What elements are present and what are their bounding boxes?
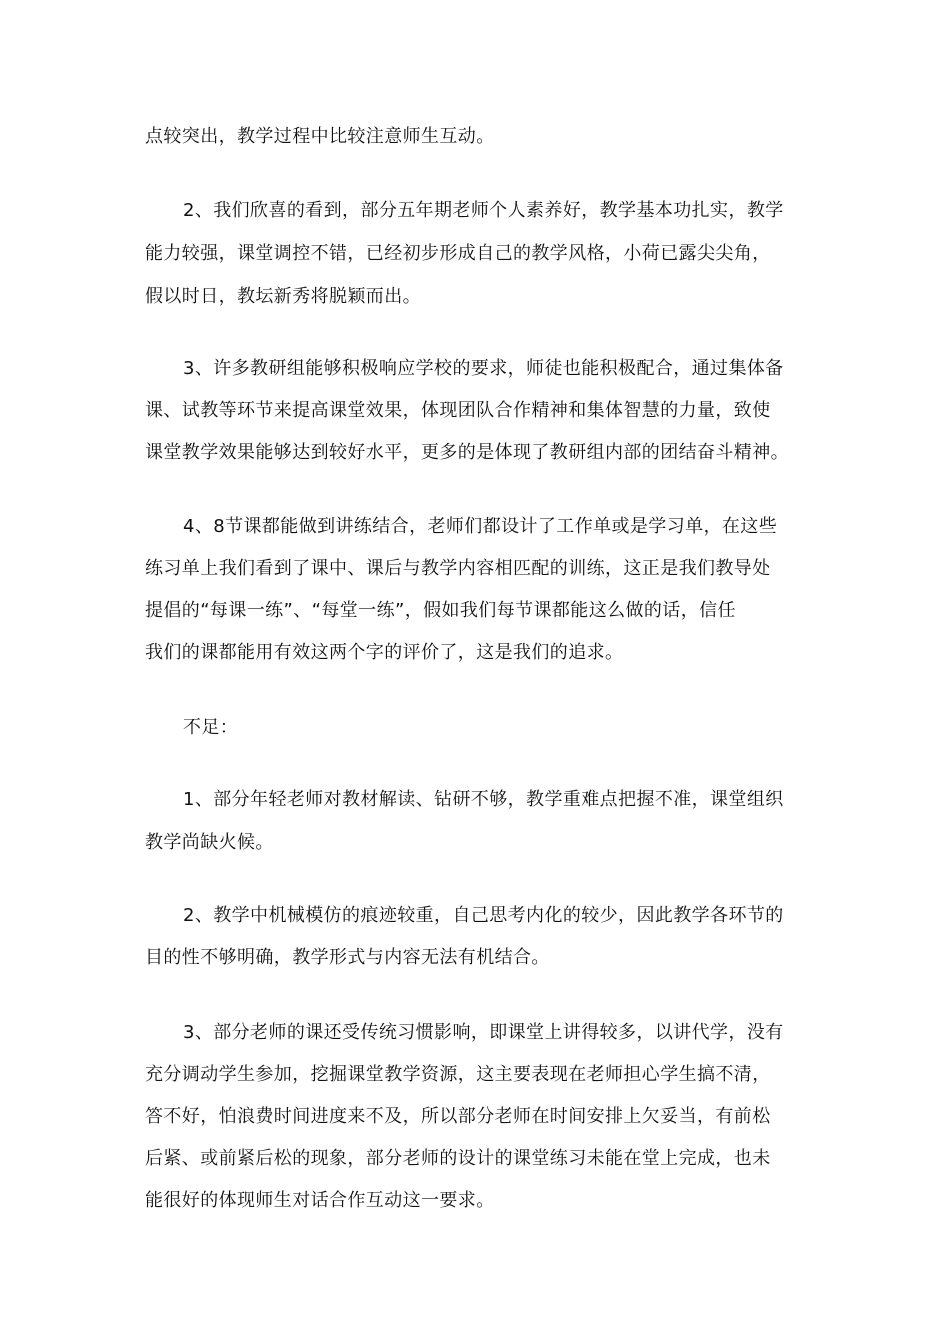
paragraph-line: 练习单上我们看到了课中、课后与教学内容相匹配的训练，这正是我们教导处 <box>145 558 771 579</box>
paragraph-line: 课、试教等环节来提高课堂效果，体现团队合作精神和集体智慧的力量，致使 <box>145 400 771 421</box>
paragraph-line: 假以时日，教坛新秀将脱颖而出。 <box>145 286 421 307</box>
paragraph-line: 点较突出，教学过程中比较注意师生互动。 <box>145 126 495 147</box>
paragraph-line: 能很好的体现师生对话合作互动这一要求。 <box>145 1190 495 1211</box>
paragraph-line: 2、教学中机械模仿的痕迹较重，自己思考内化的较少，因此教学各环节的 <box>183 905 784 926</box>
paragraph-line: 充分调动学生参加，挖掘课堂教学资源，这主要表现在老师担心学生搞不清， <box>145 1064 771 1085</box>
paragraph-line: 提倡的“每课一练”、“每堂一练”，假如我们每节课都能这么做的话，信任 <box>145 600 736 621</box>
paragraph-line: 3、许多教研组能够积极响应学校的要求，师徒也能积极配合，通过集体备 <box>183 358 784 379</box>
paragraph-line: 能力较强，课堂调控不错，已经初步形成自己的教学风格，小荷已露尖尖角， <box>145 243 771 264</box>
paragraph-line: 后紧、或前紧后松的现象，部分老师的设计的课堂练习未能在堂上完成，也未 <box>145 1148 771 1169</box>
paragraph-line: 4、8节课都能做到讲练结合，老师们都设计了工作单或是学习单，在这些 <box>183 516 778 537</box>
paragraph-line: 答不好，怕浪费时间进度来不及，所以部分老师在时间安排上欠妥当，有前松 <box>145 1106 771 1127</box>
paragraph-line: 2、我们欣喜的看到，部分五年期老师个人素养好，教学基本功扎实，教学 <box>183 200 784 221</box>
paragraph-line: 目的性不够明确，教学形式与内容无法有机结合。 <box>145 947 550 968</box>
paragraph-line: 教学尚缺火候。 <box>145 832 274 853</box>
paragraph-line: 1、部分年轻老师对教材解读、钻研不够，教学重难点把握不准，课堂组织 <box>183 789 784 810</box>
paragraph-line: 3、部分老师的课还受传统习惯影响，即课堂上讲得较多，以讲代学，没有 <box>183 1022 784 1043</box>
paragraph-line: 课堂教学效果能够达到较好水平，更多的是体现了教研组内部的团结奋斗精神。 <box>145 442 789 463</box>
section-heading: 不足： <box>183 717 239 738</box>
paragraph-line: 我们的课都能用有效这两个字的评价了，这是我们的追求。 <box>145 642 624 663</box>
